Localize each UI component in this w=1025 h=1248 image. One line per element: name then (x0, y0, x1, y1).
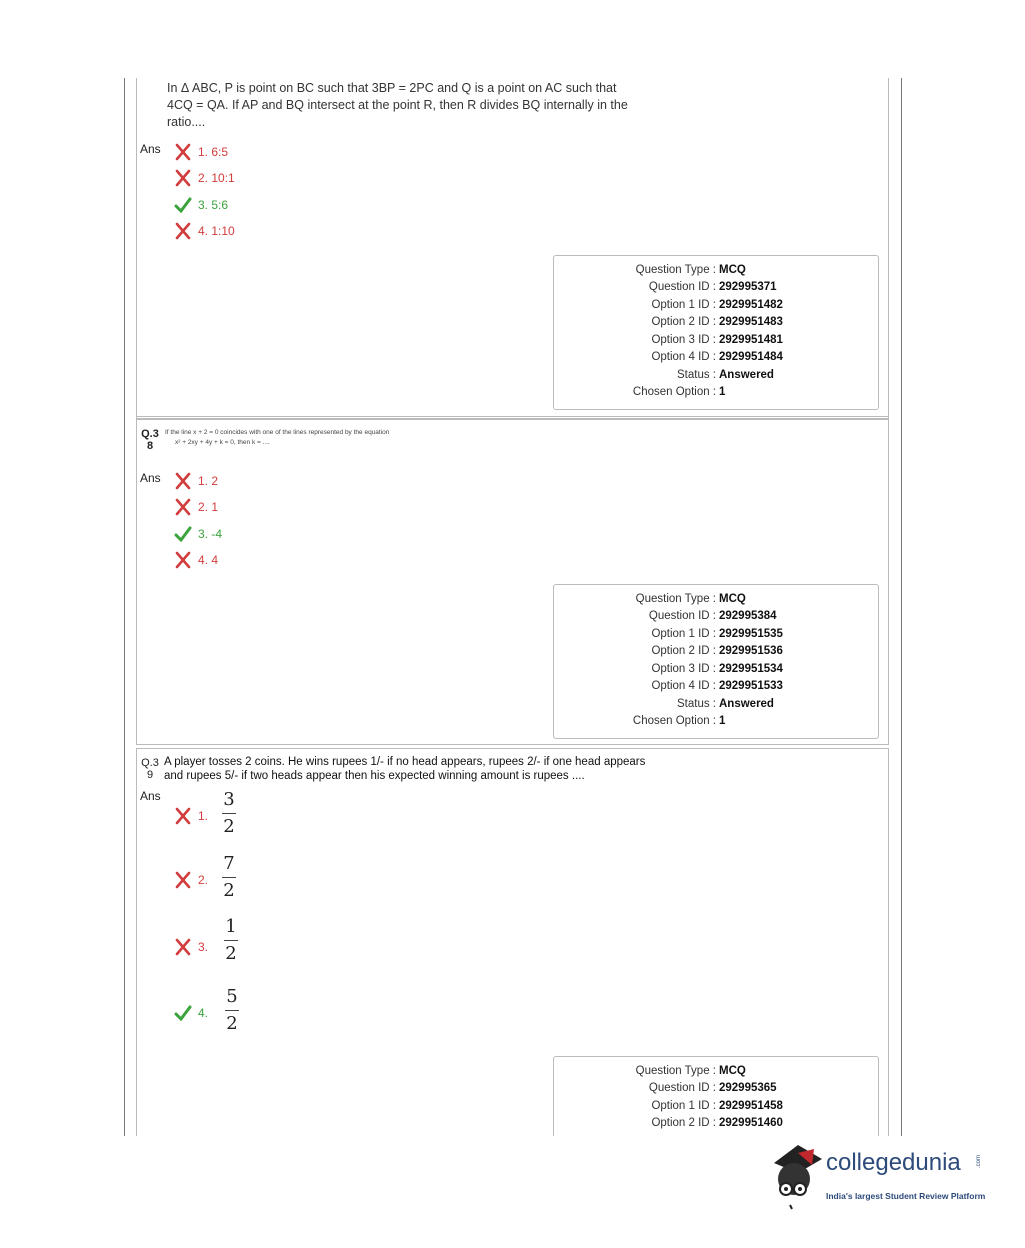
option-3 (174, 523, 222, 545)
info-value: 1 (719, 386, 726, 398)
logo-com: .com (976, 1155, 982, 1169)
option-4 (174, 220, 235, 242)
option-prefix: 4. (198, 1006, 209, 1020)
option-4 (174, 1002, 208, 1024)
option-fraction (221, 916, 241, 965)
info-label: Option 1 ID : (651, 299, 716, 311)
check-icon (174, 525, 192, 543)
info-label: Option 1 ID : (651, 628, 716, 640)
info-option3-id (554, 663, 880, 680)
info-option2-id (554, 645, 880, 662)
option-3 (174, 194, 228, 216)
info-question-id (554, 281, 880, 298)
cross-icon (174, 938, 192, 956)
info-option4-id (554, 351, 880, 368)
option-prefix: 3. (198, 940, 209, 954)
info-value: MCQ (719, 593, 746, 605)
option-3 (174, 936, 208, 958)
info-value: 2929951460 (719, 1117, 783, 1129)
fraction-bar (225, 1010, 239, 1011)
info-value: 292995371 (719, 281, 777, 293)
info-value: 2929951534 (719, 663, 783, 675)
info-value: Answered (719, 698, 774, 710)
question-info-panel (553, 255, 879, 410)
info-value: 2929951536 (719, 645, 783, 657)
info-label: Option 4 ID : (651, 680, 716, 692)
fraction-numerator: 5 (226, 986, 238, 1007)
info-value: MCQ (719, 264, 746, 276)
option-1 (174, 141, 228, 163)
question-number-line: 8 (146, 440, 154, 452)
cross-icon (174, 222, 192, 240)
inner-border-right (888, 78, 889, 418)
collegedunia-logo (768, 1143, 998, 1213)
info-option1-id (554, 299, 880, 316)
question-line: A player tosses 2 coins. He wins rupees 1/- if no head appears, rupees 2/- if one head appears (164, 756, 646, 768)
question-info-panel (553, 1056, 879, 1136)
cross-icon (174, 551, 192, 569)
fraction-numerator: 3 (223, 789, 235, 810)
ans-label: Ans (140, 789, 161, 803)
info-label: Option 2 ID : (651, 645, 716, 657)
info-option2-id (554, 1117, 880, 1134)
fraction-denominator: 2 (223, 880, 235, 901)
info-question-type (554, 1065, 880, 1082)
fraction-denominator: 2 (226, 1013, 238, 1034)
option-text: 1. 6:5 (198, 145, 229, 159)
info-value: 2929951484 (719, 351, 783, 363)
fraction-numerator: 1 (225, 916, 237, 937)
check-icon (174, 1004, 192, 1022)
option-text: 3. -4 (198, 527, 223, 541)
info-label: Question Type : (635, 1065, 716, 1077)
info-value: 292995365 (719, 1082, 777, 1094)
info-question-id (554, 610, 880, 627)
info-label: Status : (677, 369, 716, 381)
question-line: 4CQ = QA. If AP and BQ intersect at the point R, then R divides BQ internally in the (167, 98, 628, 112)
fraction-numerator: 7 (223, 853, 235, 874)
info-value: 2929951483 (719, 316, 783, 328)
info-label: Question ID : (648, 610, 716, 622)
logo-wordmark: collegedunia (826, 1149, 961, 1176)
info-value: 2929951535 (719, 628, 783, 640)
ans-label: Ans (140, 471, 161, 485)
option-text: 4. 1:10 (198, 224, 235, 238)
info-value: 1 (719, 715, 726, 727)
option-text: 2. 10:1 (198, 171, 235, 185)
option-prefix: 2. (198, 873, 209, 887)
question-number (140, 428, 160, 452)
option-2 (174, 496, 218, 518)
question-text (165, 428, 389, 448)
option-prefix: 1. (198, 809, 209, 823)
question-line: In Δ ABC, P is point on BC such that 3BP = 2PC and Q is a point on AC such that (167, 81, 617, 95)
logo-tagline: India's largest Student Review Platform (826, 1191, 986, 1201)
info-value: Answered (719, 369, 774, 381)
ans-label: Ans (140, 142, 161, 156)
cross-icon (174, 143, 192, 161)
info-value: 2929951482 (719, 299, 783, 311)
cross-icon (174, 871, 192, 889)
option-1 (174, 805, 208, 827)
info-option1-id (554, 1100, 880, 1117)
cross-icon (174, 498, 192, 516)
info-label: Option 4 ID : (651, 351, 716, 363)
option-1 (174, 470, 218, 492)
info-label: Option 3 ID : (651, 663, 716, 675)
info-label: Question Type : (635, 264, 716, 276)
question-text (164, 755, 645, 783)
info-label: Option 2 ID : (651, 1117, 716, 1129)
info-question-type (554, 264, 880, 281)
question-number-line: Q.3 (141, 757, 159, 769)
option-2 (174, 869, 208, 891)
info-value: MCQ (719, 1065, 746, 1077)
info-label: Question ID : (648, 1082, 716, 1094)
option-2 (174, 167, 235, 189)
question-text (167, 80, 628, 131)
cross-icon (174, 472, 192, 490)
info-chosen-option (554, 386, 880, 403)
option-text: 1. 2 (198, 474, 219, 488)
page-border-left (124, 78, 125, 1136)
info-label: Chosen Option : (632, 715, 716, 727)
option-fraction (222, 986, 242, 1035)
question-info-panel (553, 584, 879, 739)
option-text: 3. 5:6 (198, 198, 229, 212)
page-border-right (901, 78, 902, 1136)
info-value: 292995384 (719, 610, 777, 622)
info-label: Status : (677, 698, 716, 710)
cross-icon (174, 169, 192, 187)
question-number-line: Q.3 (141, 428, 159, 440)
info-status (554, 698, 880, 715)
info-status (554, 369, 880, 386)
question-number (140, 757, 160, 781)
option-text: 4. 4 (198, 553, 219, 567)
question-line: and rupees 5/- if two heads appear then his expected winning amount is rupees .... (164, 770, 585, 782)
mascot-icon (768, 1143, 824, 1213)
fraction-bar (222, 813, 236, 814)
info-option2-id (554, 316, 880, 333)
option-fraction (219, 853, 239, 902)
info-question-type (554, 593, 880, 610)
info-value: 2929951481 (719, 334, 783, 346)
info-value: 2929951458 (719, 1100, 783, 1112)
option-text: 2. 1 (198, 500, 219, 514)
info-label: Option 1 ID : (651, 1100, 716, 1112)
fraction-denominator: 2 (225, 943, 237, 964)
info-option4-id (554, 680, 880, 697)
fraction-bar (224, 940, 238, 941)
option-fraction (219, 789, 239, 838)
question-number-line: 9 (146, 769, 154, 781)
info-label: Option 2 ID : (651, 316, 716, 328)
question-line: x² + 2xy + 4y + k = 0, then k = .... (175, 439, 270, 446)
info-label: Option 3 ID : (651, 334, 716, 346)
inner-border-left (136, 78, 137, 418)
option-4 (174, 549, 218, 571)
check-icon (174, 196, 192, 214)
info-option3-id (554, 334, 880, 351)
fraction-denominator: 2 (223, 816, 235, 837)
info-label: Chosen Option : (632, 386, 716, 398)
question-line: ratio.... (167, 115, 206, 129)
cross-icon (174, 807, 192, 825)
info-value: 2929951533 (719, 680, 783, 692)
info-question-id (554, 1082, 880, 1099)
question-line: If the line x + 2 = 0 coincides with one of the lines represented by the equation (165, 429, 390, 436)
info-label: Question ID : (648, 281, 716, 293)
info-label: Question Type : (635, 593, 716, 605)
fraction-bar (222, 877, 236, 878)
info-option1-id (554, 628, 880, 645)
info-chosen-option (554, 715, 880, 732)
